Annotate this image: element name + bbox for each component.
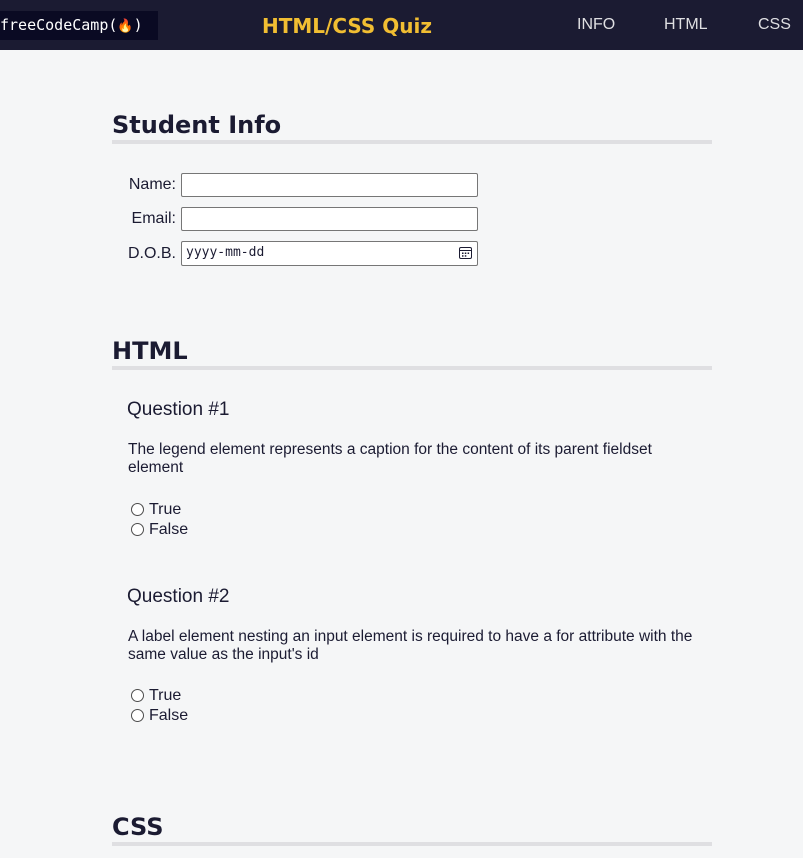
- option-label: True: [149, 501, 182, 518]
- question-2-title: Question #2: [127, 586, 230, 607]
- freecodecamp-logo[interactable]: [0, 11, 158, 40]
- option-label: False: [149, 707, 189, 724]
- question-2-option-true[interactable]: [131, 686, 181, 706]
- question-2-option-false[interactable]: [131, 706, 188, 726]
- radio-button[interactable]: [131, 689, 144, 702]
- email-label: Email:: [131, 210, 176, 227]
- dob-label: D.O.B.: [127, 245, 176, 262]
- nav-link-css[interactable]: CSS: [758, 16, 791, 33]
- top-navbar: [0, 0, 803, 50]
- calendar-icon[interactable]: [459, 246, 472, 259]
- radio-button[interactable]: [131, 503, 144, 516]
- dob-input[interactable]: [181, 241, 478, 266]
- logo-text-close: ): [133, 16, 143, 34]
- fire-icon: 🔥: [117, 19, 134, 34]
- dob-placeholder: yyyy-mm-dd: [186, 245, 265, 260]
- question-1-option-false[interactable]: [131, 520, 188, 540]
- question-1-option-true[interactable]: [131, 500, 181, 520]
- html-section-heading: HTML: [112, 337, 712, 370]
- page-title: HTML/CSS Quiz: [262, 14, 432, 38]
- question-1-text: The legend element represents a caption for the content of its parent fieldset element: [128, 441, 652, 476]
- radio-button[interactable]: [131, 523, 144, 536]
- student-info-heading: Student Info: [112, 111, 712, 144]
- option-label: False: [149, 521, 189, 538]
- css-section-heading: CSS: [112, 813, 712, 846]
- nav-link-html[interactable]: HTML: [664, 16, 708, 33]
- nav-link-info[interactable]: INFO: [577, 16, 616, 33]
- logo-text: freeCodeCamp(: [0, 16, 118, 34]
- name-input[interactable]: [181, 173, 478, 197]
- radio-button[interactable]: [131, 709, 144, 722]
- option-label: True: [149, 687, 182, 704]
- name-label: Name:: [128, 176, 176, 193]
- email-input[interactable]: [181, 207, 478, 231]
- question-1-title: Question #1: [127, 399, 230, 420]
- question-2-text: A label element nesting an input element is required to have a for attribute with the same value as the input's id: [128, 628, 693, 663]
